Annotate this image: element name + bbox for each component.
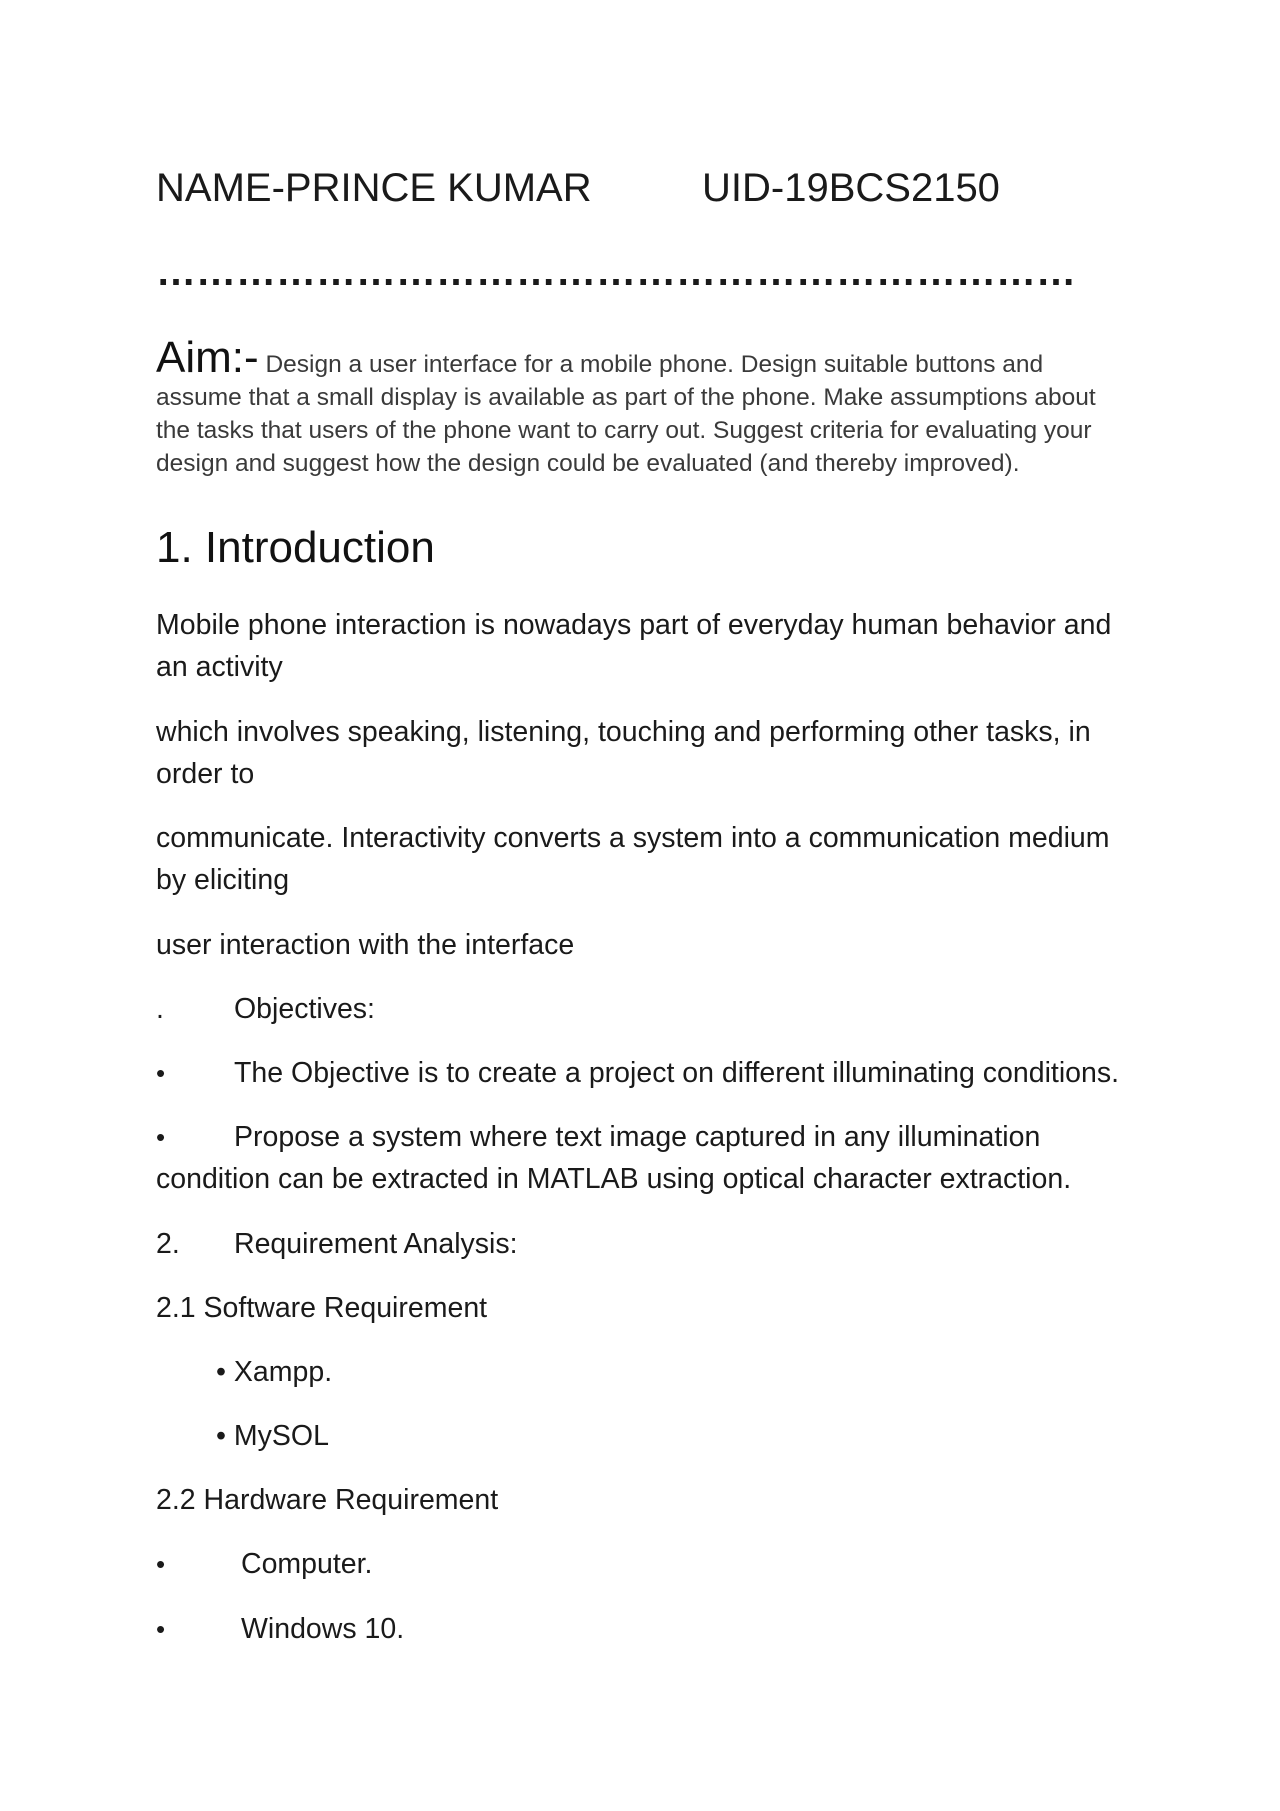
objective-text-2: Propose a system where text image captured in any illumination	[234, 1121, 1041, 1153]
objective-item-2	[156, 1116, 1156, 1158]
objective-item-2-continuation: condition can be extracted in MATLAB using optical character extraction.	[156, 1163, 1072, 1195]
intro-paragraph-1: Mobile phone interaction is nowadays part of everyday human behavior and an activity	[156, 609, 1112, 683]
aim-label: Aim:-	[156, 333, 259, 382]
bullet-icon: •	[156, 1614, 166, 1644]
objectives-heading: Objectives:	[234, 993, 375, 1025]
dotted-separator: ……………………………………………………………	[156, 250, 1076, 294]
intro-paragraph-3: communicate. Interactivity converts a system into a communication medium by eliciting	[156, 822, 1110, 896]
bullet-icon: •	[156, 1058, 166, 1088]
objectives-marker: .	[156, 993, 164, 1025]
objectives-heading-row	[156, 988, 1156, 1030]
hardware-text-computer: Computer.	[241, 1548, 373, 1580]
intro-paragraph-2: which involves speaking, listening, touching and performing other tasks, in order to	[156, 716, 1091, 790]
hardware-text-windows: Windows 10.	[241, 1613, 405, 1645]
aim-paragraph	[156, 333, 1126, 480]
aim-text: Design a user interface for a mobile phone. Design suitable buttons and assume that a small display is available as part of the phone. Make assumptions about the tasks that users of the phone want to carry out. Suggest criteria for evaluating your design and suggest how the design could be evaluated (and thereby improved).	[156, 351, 1096, 477]
hardware-item-computer	[156, 1543, 1156, 1585]
student-name: NAME-PRINCE KUMAR	[156, 166, 592, 210]
software-requirement-heading: 2.1 Software Requirement	[156, 1292, 488, 1324]
objective-item-1	[156, 1052, 1156, 1094]
requirements-heading-row	[156, 1223, 1156, 1265]
bullet-icon: •	[156, 1549, 166, 1579]
requirements-heading: Requirement Analysis:	[234, 1228, 518, 1260]
bullet-icon: •	[156, 1122, 166, 1152]
software-item-xampp: • Xampp.	[216, 1356, 333, 1388]
introduction-heading: 1. Introduction	[156, 523, 435, 572]
student-uid: UID-19BCS2150	[702, 166, 1000, 210]
hardware-item-windows	[156, 1608, 1156, 1650]
software-item-mysql: • MySOL	[216, 1420, 329, 1452]
requirements-number: 2.	[156, 1228, 180, 1260]
intro-paragraph-4: user interaction with the interface	[156, 929, 575, 961]
hardware-requirement-heading: 2.2 Hardware Requirement	[156, 1484, 499, 1516]
objective-text-1: The Objective is to create a project on different illuminating conditions.	[234, 1057, 1120, 1089]
